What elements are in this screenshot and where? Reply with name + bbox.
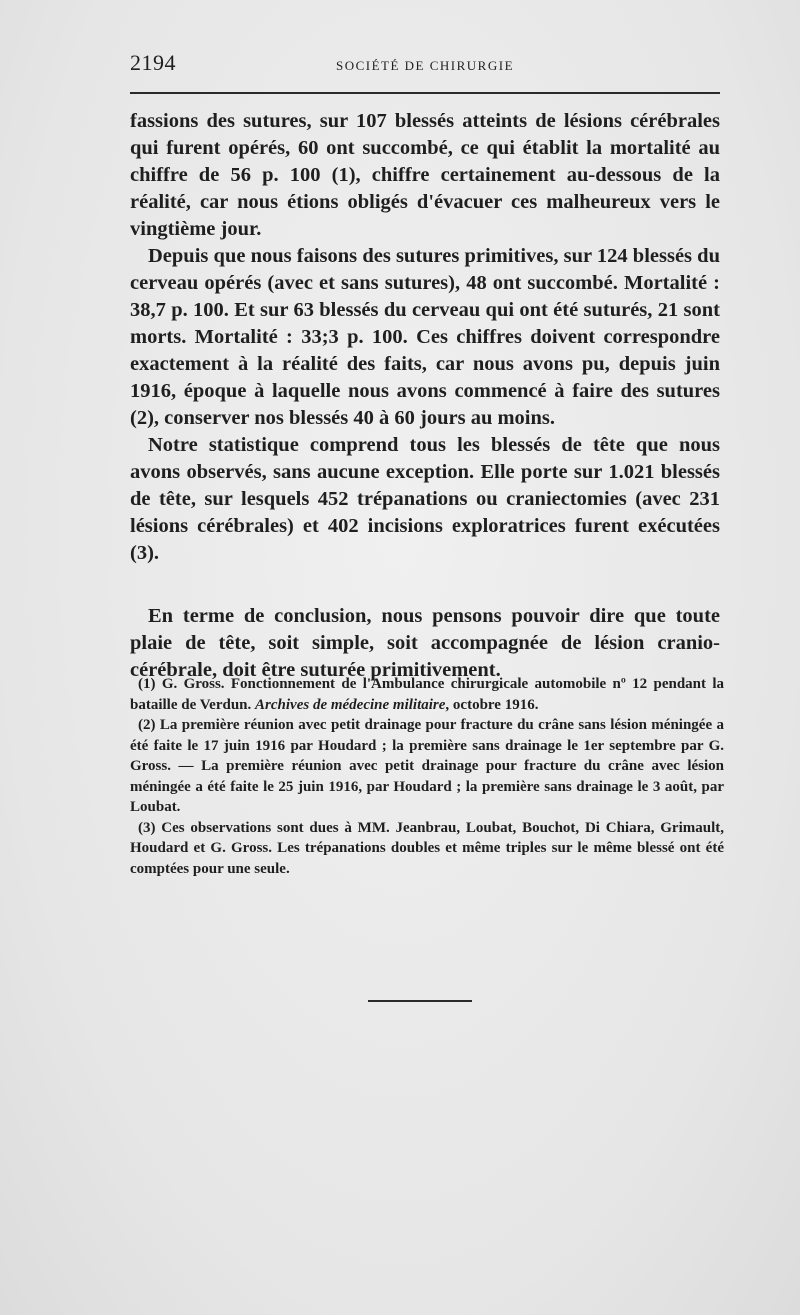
page-header — [130, 50, 720, 80]
paragraph-1: fassions des sutures, sur 107 blessés atteints de lésions cérébrales qui furent opérés, 60 ont succombé, ce qui établit la mortalité au chiffre de 56 p. 100 (1), chiffre certainement au-dessous de la réalité, car nous étions obligés d'évacuer ces malheureux vers le vingtième jour. — [130, 110, 720, 240]
paragraph-3: Notre statistique comprend tous les blessés de tête que nous avons observés, sans aucune exception. Elle porte sur 1.021 blessés de tête, sur lesquels 452 trépanations ou craniectomies (avec 231 lésions cérébrales) et 402 incisions exploratrices furent exécutées (3). — [130, 434, 720, 564]
footnote-2: (2) La première réunion avec petit drainage pour fracture du crâne sans lésion méningée a été faite le 17 juin 1916 par Houdard ; la première sans drainage le 1er septembre par G. Gross. — La première réunion avec petit drainage pour fracture du crâne avec lésion méningée a été faite le 25 juin 1916, par Houdard ; la première sans drainage le 3 août, par Loubat. — [130, 717, 724, 815]
footnote-3: (3) Ces observations sont dues à MM. Jeanbrau, Loubat, Bouchot, Di Chiara, Grimault, Houdard et G. Gross. Les trépanations doubles et même triples sur le même blessé ont été comptées pour une seule. — [130, 819, 724, 877]
paragraph-2: Depuis que nous faisons des sutures primitives, sur 124 blessés du cerveau opérés (avec et sans sutures), 48 ont succombé. Mortalité : 38,7 p. 100. Et sur 63 blessés du cerveau qui ont été suturés, 21 sont morts. Mortalité : 33;3 p. 100. Ces chiffres doivent correspondre exactement à la réalité des faits, car nous avons pu, depuis juin 1916, époque à laquelle nous avons commencé à faire des sutures (2), conserver nos blessés 40 à 60 jours au moins. — [130, 245, 720, 429]
footnote-1-end: , octobre 1916. — [445, 696, 539, 713]
footnotes — [130, 674, 724, 879]
footnote-1 — [130, 674, 724, 715]
body-text — [130, 108, 720, 684]
footnote-1-text: (1) G. Gross. Fonctionnement de l'Ambulance chirurgicale automobile nº 12 pendant la bataille de Verdun. — [130, 676, 724, 713]
paragraph-conclusion: En terme de conclusion, nous pensons pouvoir dire que toute plaie de tête, soit simple, soit accompagnée de lésion cranio-cérébrale, doit être suturée primitivement. — [130, 605, 720, 681]
running-head: SOCIÉTÉ DE CHIRURGIE — [335, 58, 515, 73]
page-number: 2194 — [130, 50, 176, 75]
header-rule — [130, 92, 720, 94]
end-rule — [368, 1000, 472, 1002]
footnote-1-journal: Archives de médecine militaire — [255, 696, 446, 713]
